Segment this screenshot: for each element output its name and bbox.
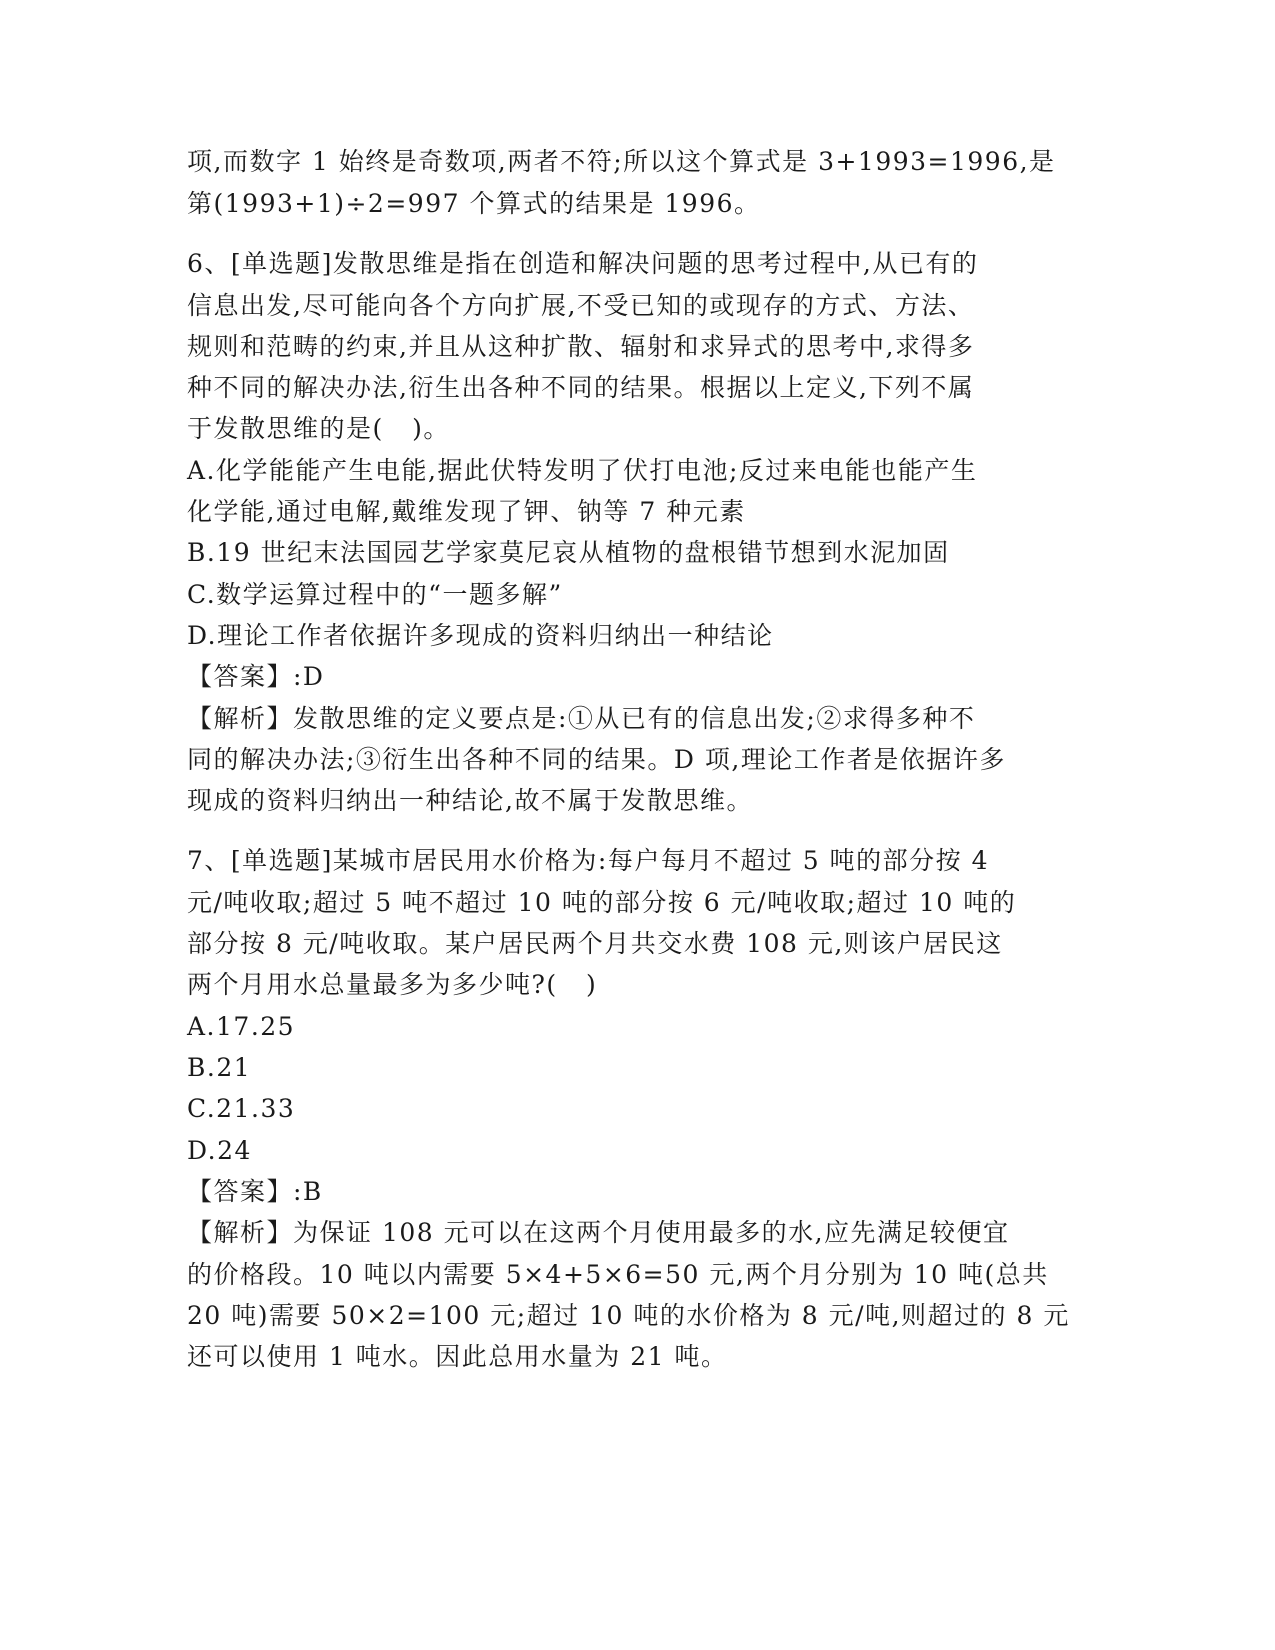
question-7-analysis: 还可以使用 1 吨水。因此总用水量为 21 吨。 bbox=[187, 1342, 728, 1371]
question-7-analysis: 【解析】为保证 108 元可以在这两个月使用最多的水,应先满足较便宜 bbox=[187, 1218, 1010, 1247]
text-line: 第(1993+1)÷2=997 个算式的结果是 1996。 bbox=[187, 189, 761, 218]
question-6-option-d: D.理论工作者依据许多现成的资料归纳出一种结论 bbox=[187, 621, 774, 650]
question-6-stem: 信息出发,尽可能向各个方向扩展,不受已知的或现存的方式、方法、 bbox=[187, 291, 975, 320]
question-6-answer: 【答案】:D bbox=[187, 662, 325, 691]
question-6-stem: 规则和范畴的约束,并且从这种扩散、辐射和求异式的思考中,求得多 bbox=[187, 332, 975, 361]
question-7-option-b: B.21 bbox=[187, 1053, 252, 1082]
question-6-analysis: 同的解决办法;③衍生出各种不同的结果。D 项,理论工作者是依据许多 bbox=[187, 745, 1006, 774]
question-7-stem: 7、[单选题]某城市居民用水价格为:每户每月不超过 5 吨的部分按 4 bbox=[187, 846, 989, 875]
question-7-stem: 元/吨收取;超过 5 吨不超过 10 吨的部分按 6 元/吨收取;超过 10 吨的 bbox=[187, 888, 1017, 917]
question-6-option-a: A.化学能能产生电能,据此伏特发明了伏打电池;反过来电能也能产生 bbox=[187, 456, 978, 485]
question-7-option-c: C.21.33 bbox=[187, 1094, 296, 1123]
question-6-stem: 于发散思维的是( )。 bbox=[187, 414, 450, 443]
question-6-stem: 6、[单选题]发散思维是指在创造和解决问题的思考过程中,从已有的 bbox=[187, 249, 979, 278]
question-6-option-c: C.数学运算过程中的“一题多解” bbox=[187, 580, 563, 609]
question-7-answer: 【答案】:B bbox=[187, 1177, 323, 1206]
question-6-option-b: B.19 世纪末法国园艺学家莫尼哀从植物的盘根错节想到水泥加固 bbox=[187, 538, 950, 567]
question-7-stem: 两个月用水总量最多为多少吨?( ) bbox=[187, 970, 598, 999]
question-6-analysis: 现成的资料归纳出一种结论,故不属于发散思维。 bbox=[187, 786, 753, 815]
question-6-option-a: 化学能,通过电解,戴维发现了钾、钠等 7 种元素 bbox=[187, 497, 746, 526]
question-7-analysis: 的价格段。10 吨以内需要 5×4+5×6=50 元,两个月分别为 10 吨(总共 bbox=[187, 1260, 1049, 1289]
question-6-analysis: 【解析】发散思维的定义要点是:①从已有的信息出发;②求得多种不 bbox=[187, 704, 976, 733]
question-6-stem: 种不同的解决办法,衍生出各种不同的结果。根据以上定义,下列不属 bbox=[187, 373, 975, 402]
question-7-analysis: 20 吨)需要 50×2=100 元;超过 10 吨的水价格为 8 元/吨,则超过的 8 元 bbox=[187, 1301, 1070, 1330]
question-7-option-d: D.24 bbox=[187, 1136, 252, 1165]
text-line: 项,而数字 1 始终是奇数项,两者不符;所以这个算式是 3+1993=1996,是 bbox=[187, 147, 1056, 176]
question-7-stem: 部分按 8 元/吨收取。某户居民两个月共交水费 108 元,则该户居民这 bbox=[187, 929, 1003, 958]
question-7-option-a: A.17.25 bbox=[187, 1012, 296, 1041]
